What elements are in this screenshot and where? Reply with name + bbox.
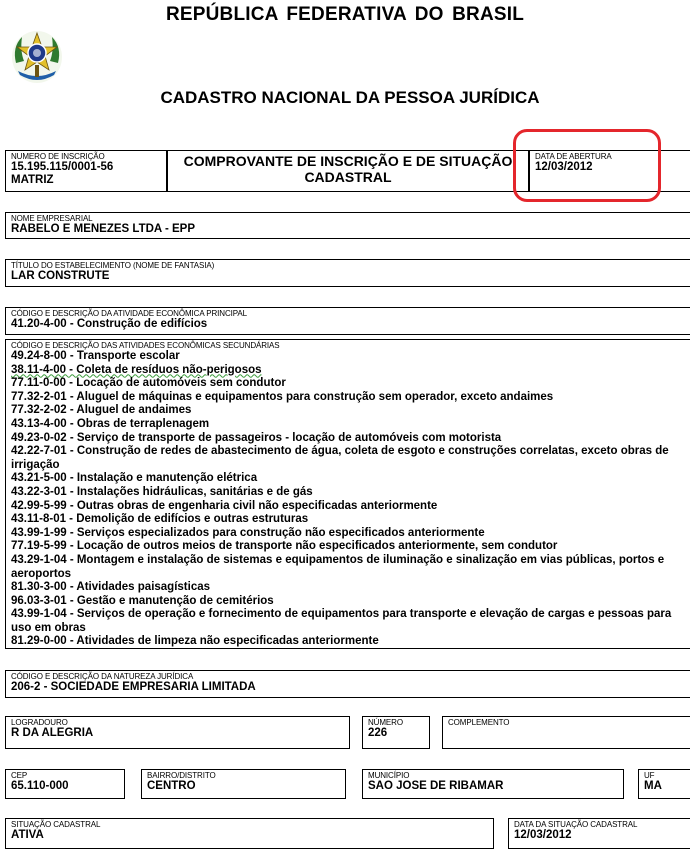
nome-empresarial-label: NOME EMPRESARIAL <box>11 214 93 223</box>
cep-label: CEP <box>11 771 28 780</box>
cep-value: 65.110-000 <box>11 780 69 792</box>
abertura-label: DATA DE ABERTURA <box>535 152 612 161</box>
list-item: 43.21-5-00 - Instalação e manutenção elétrica <box>11 472 258 485</box>
list-item <box>11 364 690 378</box>
brazil-coat-of-arms-icon <box>10 27 64 85</box>
complemento-label: COMPLEMENTO <box>448 718 510 727</box>
atividade-principal-value: 41.20-4-00 - Construção de edifícios <box>11 318 208 330</box>
list-item: 43.13-4-00 - Obras de terraplenagem <box>11 417 210 430</box>
atividades-secundarias-label: CÓDIGO E DESCRIÇÃO DAS ATIVIDADES ECONÔMICAS SECUNDÁRIAS <box>11 341 280 350</box>
uf-box <box>638 769 690 799</box>
data-situacao-box <box>508 818 690 849</box>
list-item: 43.11-8-01 - Demolição de edifícios e outras estruturas <box>11 513 309 526</box>
comprovante-title-line2: CADASTRAL <box>304 169 392 185</box>
list-item: 43.29-1-04 - Montagem e instalação de sistemas e equipamentos de iluminação e sinalização em vias públicas, portos e aeroportos <box>11 553 665 580</box>
inscricao-box <box>5 150 167 192</box>
list-item: 49.23-0-02 - Serviço de transporte de passageiros - locação de automóveis com motorista <box>11 431 502 444</box>
municipio-box <box>362 769 624 799</box>
registry-title: CADASTRO NACIONAL DA PESSOA JURÍDICA <box>160 88 540 107</box>
numero-value: 226 <box>368 727 388 739</box>
natureza-juridica-value: 206-2 - SOCIEDADE EMPRESARIA LIMITADA <box>11 681 256 693</box>
bairro-box <box>141 769 346 799</box>
atividades-secundarias-list <box>11 350 690 649</box>
list-item: 96.03-3-01 - Gestão e manutenção de cemitérios <box>11 594 274 607</box>
list-item: 43.99-1-99 - Serviços especializados para construção não especificados anteriormente <box>11 526 485 539</box>
inscricao-label: NUMERO DE INSCRIÇÃO <box>11 152 105 161</box>
list-item: 81.30-3-00 - Atividades paisagísticas <box>11 581 211 594</box>
list-item: 42.99-5-99 - Outras obras de engenharia civil não especificadas anteriormente <box>11 499 438 512</box>
document-country-title: REPÚBLICA FEDERATIVA DO BRASIL <box>165 4 525 25</box>
nome-empresarial-box <box>5 212 690 239</box>
list-item: 43.99-1-04 - Serviços de operação e fornecimento de equipamentos para transporte e elevação de cargas e pessoas para uso em obras <box>11 608 672 634</box>
data-situacao-label: DATA DA SITUAÇÃO CADASTRAL <box>514 820 638 829</box>
fantasia-box <box>5 259 690 287</box>
list-item: 42.22-7-01 - Construção de redes de abastecimento de água, coleta de esgoto e construções correlatas, exceto obras de irrigação <box>11 445 669 471</box>
logradouro-label: LOGRADOURO <box>11 718 68 727</box>
situacao-value: ATIVA <box>11 829 44 841</box>
abertura-highlight-circle <box>513 129 661 202</box>
uf-value: MA <box>644 780 662 792</box>
logradouro-box <box>5 716 350 749</box>
nome-empresarial-value: RABELO E MENEZES LTDA - EPP <box>11 223 196 235</box>
fantasia-value: LAR CONSTRUTE <box>11 270 110 282</box>
list-item: 81.29-0-00 - Atividades de limpeza não especificadas anteriormente <box>11 635 379 648</box>
list-item: 43.22-3-01 - Instalações hidráulicas, sanitárias e de gás <box>11 485 313 498</box>
numero-label: NÚMERO <box>368 718 403 727</box>
inscricao-number: 15.195.115/0001-56 <box>11 161 114 173</box>
atividade-principal-label: CÓDIGO E DESCRIÇÃO DA ATIVIDADE ECONÔMICA PRINCIPAL <box>11 309 247 318</box>
atividades-secundarias-box <box>5 339 690 649</box>
list-item: 77.19-5-99 - Locação de outros meios de transporte não especificados anteriormente, sem condutor <box>11 540 558 553</box>
cep-box <box>5 769 125 799</box>
municipio-value: SAO JOSE DE RIBAMAR <box>368 780 504 792</box>
atividade-principal-box <box>5 307 690 335</box>
fantasia-label: TÍTULO DO ESTABELECIMENTO (NOME DE FANTASIA) <box>11 261 215 270</box>
situacao-box <box>5 818 494 849</box>
abertura-date: 12/03/2012 <box>535 161 593 173</box>
municipio-label: MUNICÍPIO <box>368 771 410 780</box>
list-item: 77.32-2-01 - Aluguel de máquinas e equipamentos para construção sem operador, exceto andaimes <box>11 390 554 403</box>
complemento-box <box>442 716 690 749</box>
logradouro-value: R DA ALEGRIA <box>11 727 94 739</box>
list-item: 77.32-2-02 - Aluguel de andaimes <box>11 404 192 417</box>
numero-box <box>362 716 430 749</box>
bairro-label: BAIRRO/DISTRITO <box>147 771 216 780</box>
list-item: 49.24-8-00 - Transporte escolar <box>11 350 180 362</box>
natureza-juridica-label: CÓDIGO E DESCRIÇÃO DA NATUREZA JURÍDICA <box>11 672 194 681</box>
uf-label: UF <box>644 771 655 780</box>
comprovante-box <box>167 150 529 192</box>
situacao-label: SITUAÇÃO CADASTRAL <box>11 820 101 829</box>
list-item-text: 38.11-4-00 - Coleta de resíduos não-perigosos <box>11 363 262 376</box>
natureza-juridica-box <box>5 670 690 698</box>
inscricao-type: MATRIZ <box>11 174 54 186</box>
data-situacao-value: 12/03/2012 <box>514 829 572 841</box>
list-item: 77.11-0-00 - Locação de automóveis sem condutor <box>11 377 286 390</box>
comprovante-title-line1: COMPROVANTE DE INSCRIÇÃO E DE SITUAÇÃO <box>183 153 513 169</box>
bairro-value: CENTRO <box>147 780 196 792</box>
